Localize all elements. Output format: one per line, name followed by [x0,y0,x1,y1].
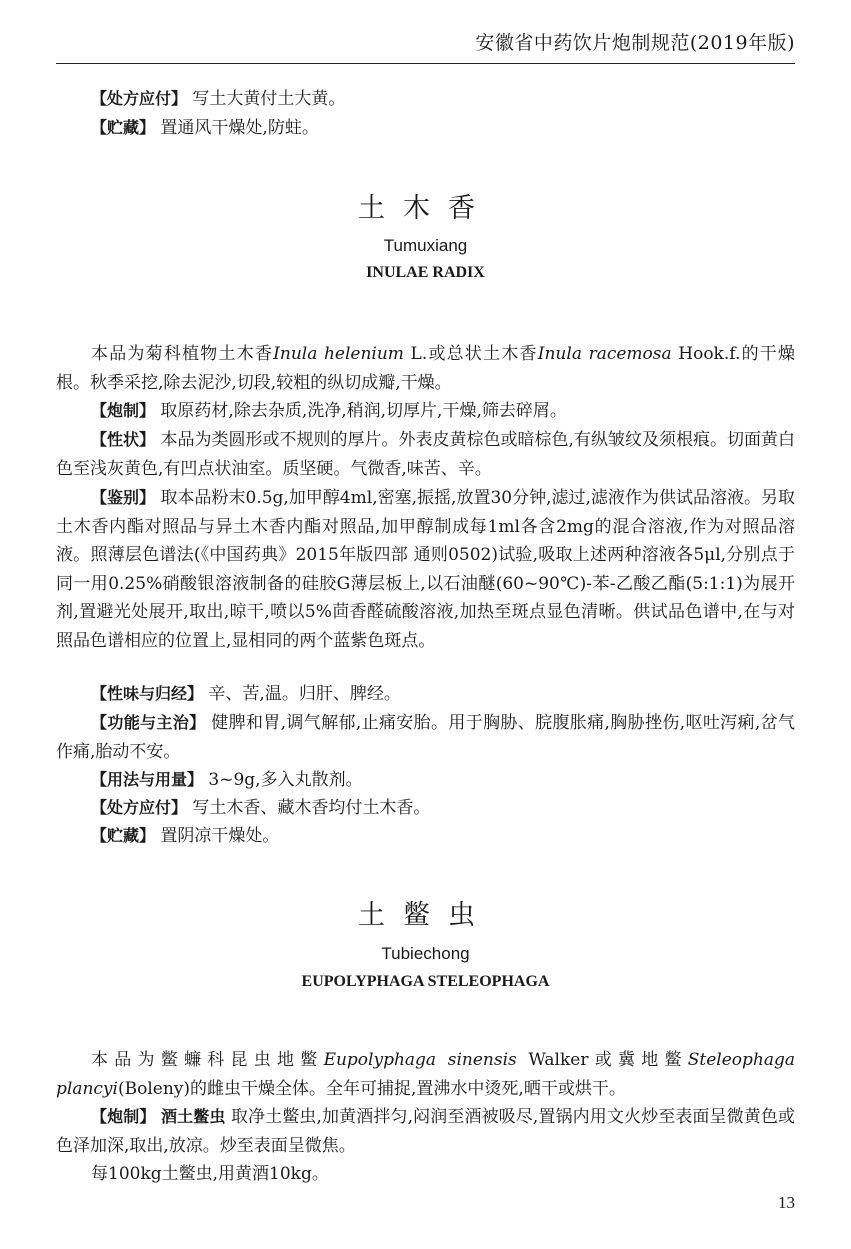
entry1-usage [56,766,795,795]
entry1-nature [56,680,795,709]
prev-storage-tag: 【贮藏】 [91,118,156,137]
entry2-intro-b: Walker或冀地鳖 [516,1050,688,1070]
entry1-storage-text: 置阴凉干燥处。 [160,826,280,846]
running-header: 安徽省中药饮片炮制规范(2019年版) [56,28,795,64]
entry1-storage [56,822,795,851]
entry2-process-tag: 【炮制】 [91,1107,156,1126]
prev-storage [56,114,795,143]
entry2-intro [56,1046,795,1103]
entry1-process-text: 取原药材,除去杂质,洗净,稍润,切厚片,干燥,筛去碎屑。 [160,401,567,421]
entry1-intro [56,340,795,397]
entry1-identify [56,484,795,655]
entry1-storage-tag: 【贮藏】 [91,826,156,845]
entry1-title: 土木香 [358,193,493,224]
entry1-intro-latin2: Inula racemosa [537,344,672,364]
entry1-prescription-tag: 【处方应付】 [91,798,188,817]
entry1-function [56,709,795,766]
entry2-intro-latin2: Steleophaga plancyi [56,1050,795,1099]
entry2-process [56,1103,795,1160]
entry1-process [56,397,795,426]
entry1-usage-text: 3~9g,多入丸散剂。 [208,770,363,790]
entry1-process-tag: 【炮制】 [91,401,156,420]
entry1-nature-tag: 【性味与归经】 [91,684,204,703]
entry1-identify-text: 取本品粉末0.5g,加甲醇4ml,密塞,振摇,放置30分钟,滤过,滤液作为供试品溶液。另取土木香内酯对照品与异土木香内酯对照品,加甲醇制成每1ml各含2mg的混合溶液,作为对照品溶液。照薄层色谱法(《中国药典》2015年版四部 通则0502)试验,吸取上述两种溶液各5μl,分别点于同一用0.25%硝酸银溶液制备的硅胶G薄层板上,以石油醚(60~90℃)-苯-乙酸乙酯(5:1:1)为展开剂,置避光处展开,取出,晾干,喷以5%茴香醛硫酸溶液,加热至斑点显色清晰。供试品色谱中,在与对照品色谱相应的位置上,显相同的两个蓝紫色斑点。 [56,488,795,651]
entry2-ratio: 每100kg土鳖虫,用黄酒10kg。 [91,1164,329,1184]
entry2-latin-name: EUPOLYPHAGA STELEOPHAGA [301,973,550,990]
prev-prescription-text: 写土大黄付土大黄。 [192,89,346,109]
entry1-usage-tag: 【用法与用量】 [91,770,204,789]
entry2-intro-latin1: Eupolyphaga sinensis [323,1050,517,1070]
entry2-pinyin: Tubiechong [381,944,470,963]
entry1-intro-b: L.或总状土木香 [403,344,538,364]
entry2-process-text: 取净土鳖虫,加黄酒拌匀,闷润至酒被吸尽,置锅内用文火炒至表面呈微黄色或色泽加深,取出,放凉。炒至表面呈微焦。 [56,1107,795,1156]
page-number: 13 [778,1193,795,1212]
entry1-nature-text: 辛、苦,温。归肝、脾经。 [208,684,401,704]
entry1-function-tag: 【功能与主治】 [91,713,206,732]
entry1-function-text: 健脾和胃,调气解郁,止痛安胎。用于胸胁、脘腹胀痛,胸胁挫伤,呕吐泻痢,岔气作痛,胎动不安。 [56,713,795,762]
entry2-title: 土鳖虫 [358,900,493,931]
entry2-intro-a: 本品为鳖蠊科昆虫地鳖 [91,1050,324,1070]
entry1-character-text: 本品为类圆形或不规则的厚片。外表皮黄棕色或暗棕色,有纵皱纹及须根痕。切面黄白色至浅灰黄色,有凹点状油室。质坚硬。气微香,味苦、辛。 [56,430,796,479]
entry1-identify-tag: 【鉴别】 [91,488,156,507]
entry1-intro-latin1: Inula helenium [273,344,404,364]
entry1-pinyin: Tumuxiang [383,236,468,255]
prev-storage-text: 置通风干燥处,防蛀。 [160,118,319,138]
entry2-process-subtitle: 酒土鳖虫 [160,1107,226,1126]
entry1-character [56,426,795,483]
entry1-intro-c: Hook.f.的干燥根。秋季采挖,除去泥沙,切段,较粗的纵切成瓣,干燥。 [56,344,795,393]
entry2-intro-c: (Boleny)的雌虫干燥全体。全年可捕捉,置沸水中烫死,晒干或烘干。 [117,1078,626,1099]
entry1-prescription-text: 写土木香、藏木香均付土木香。 [192,798,431,818]
entry1-character-tag: 【性状】 [91,430,156,449]
entry1-prescription [56,794,795,823]
entry1-intro-a: 本品为菊科植物土木香 [91,344,274,364]
prev-prescription-tag: 【处方应付】 [91,89,188,108]
prev-prescription [56,85,795,114]
entry1-latin-name: INULAE RADIX [366,264,485,281]
